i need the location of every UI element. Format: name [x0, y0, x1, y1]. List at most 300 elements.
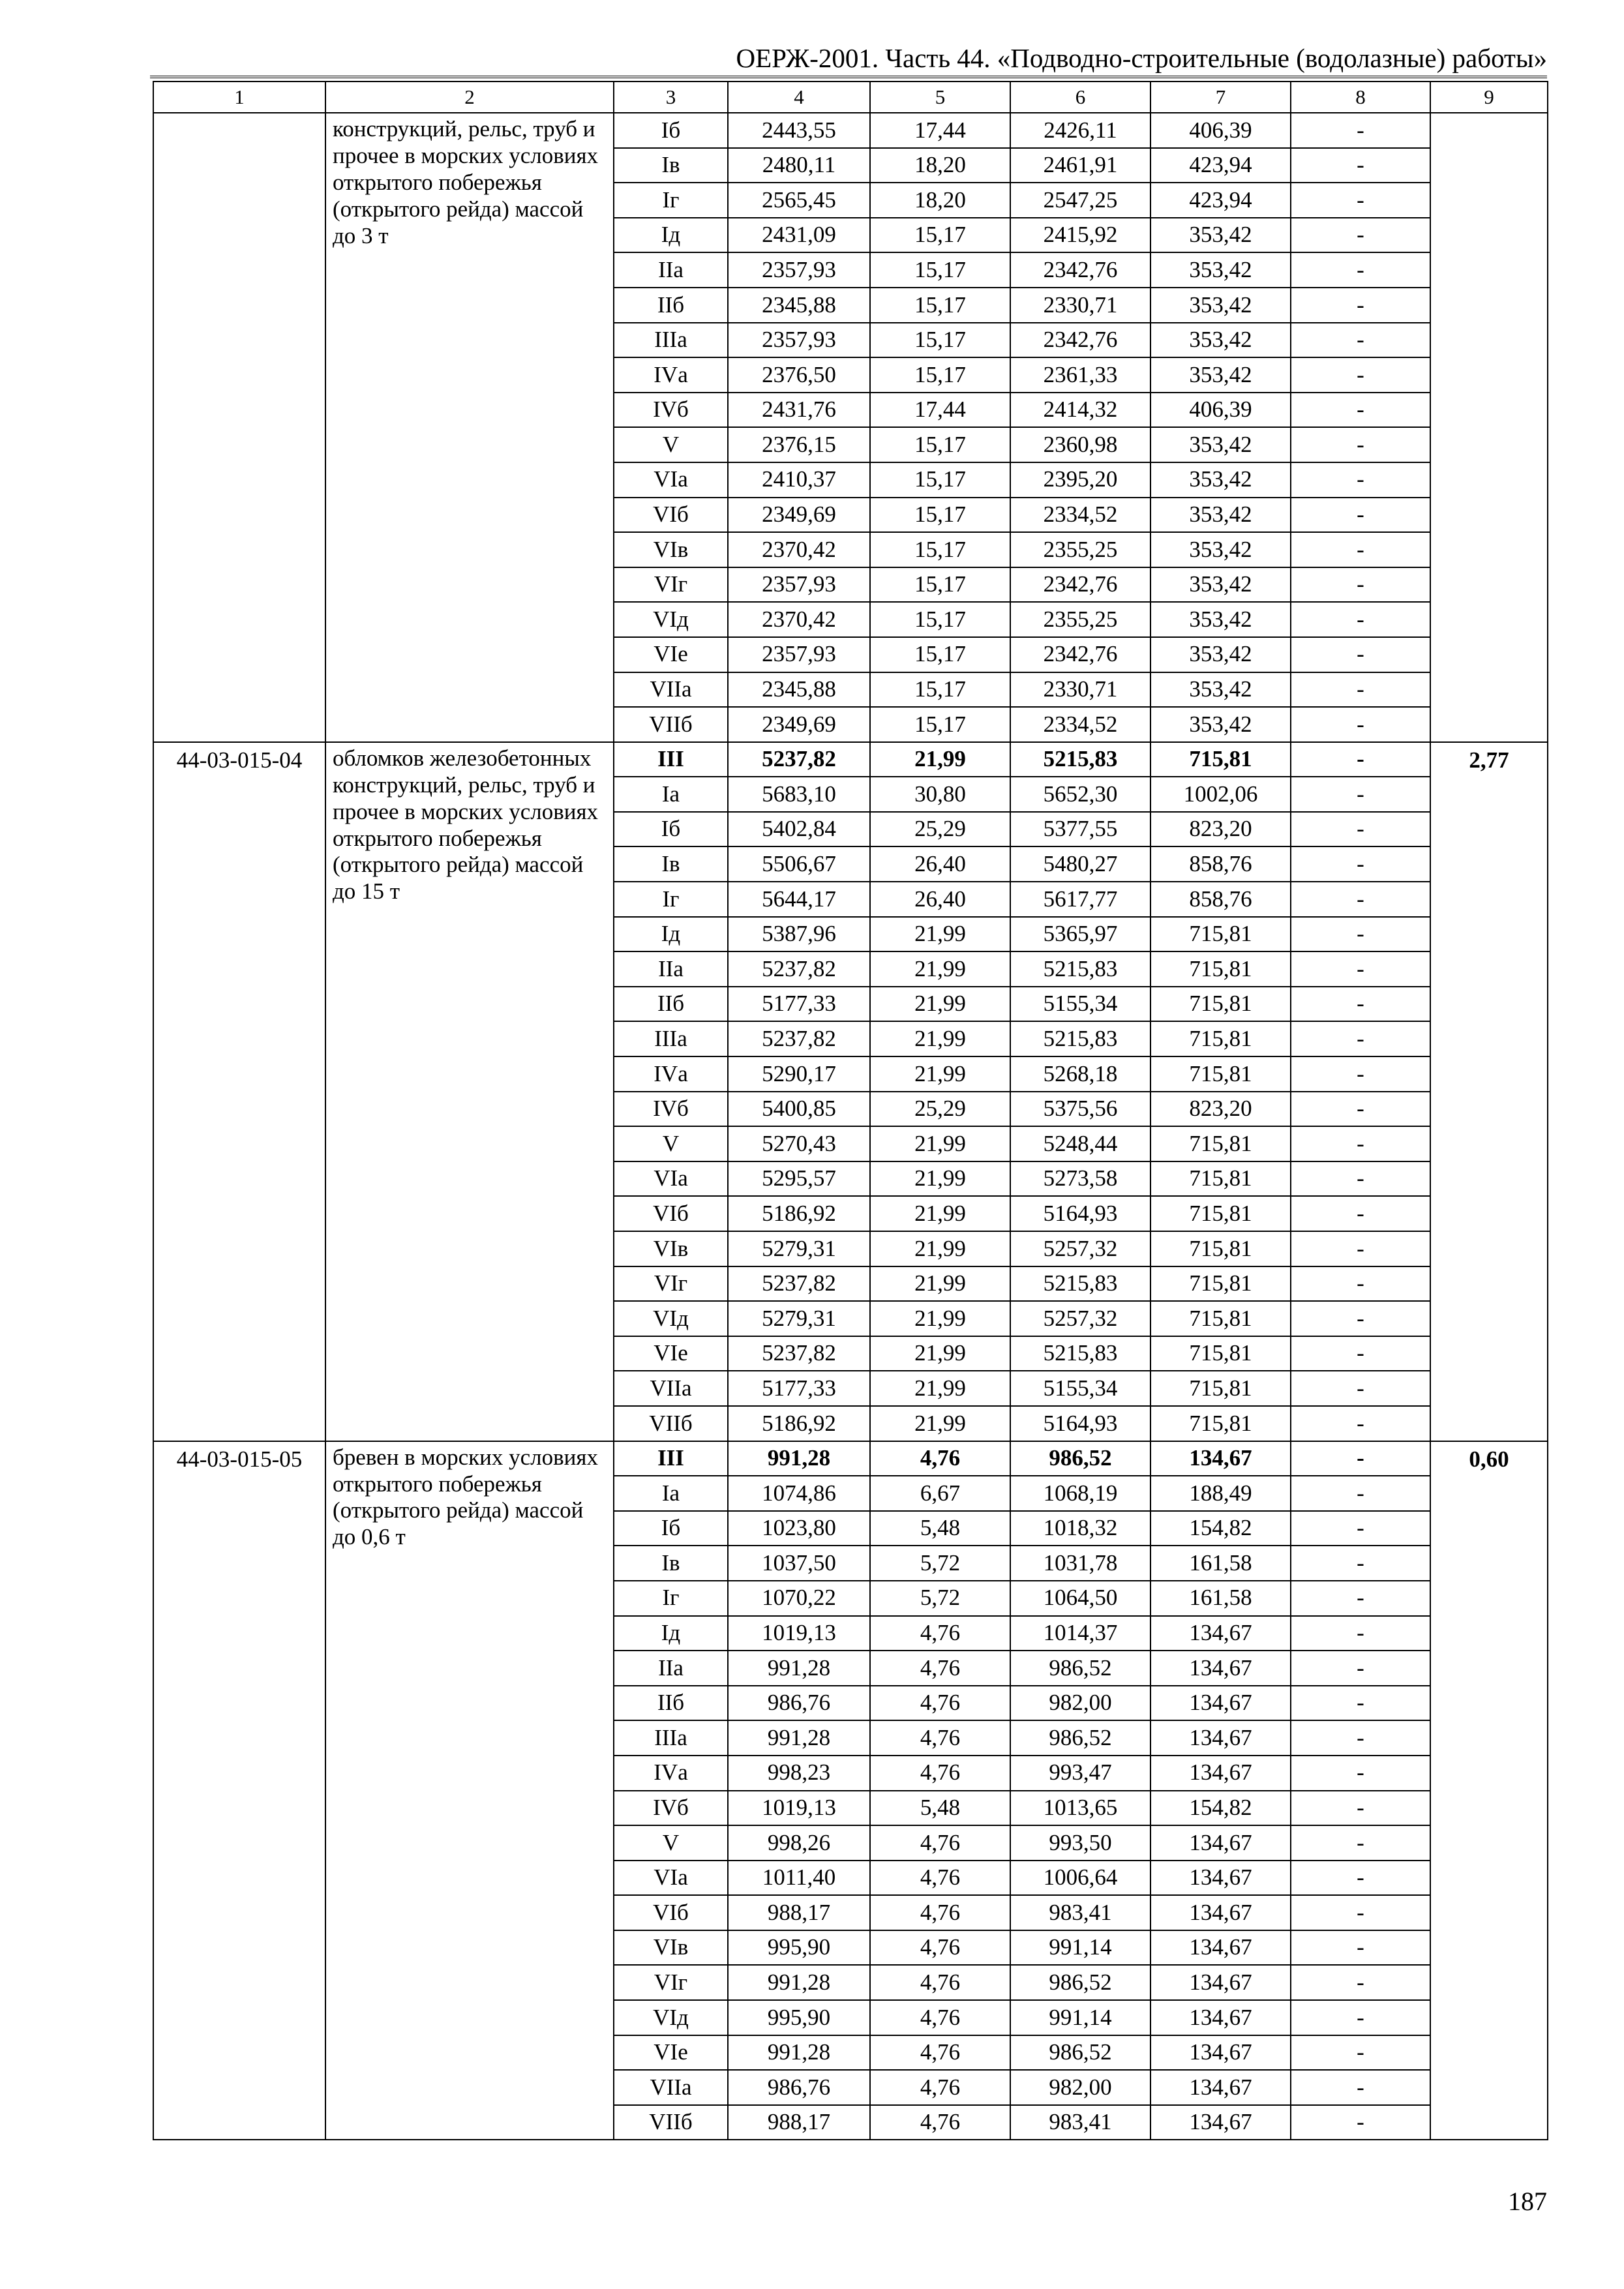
column-number: 9 — [1430, 82, 1548, 113]
value-cell-col8: - — [1291, 1511, 1430, 1546]
work-description-cell: бревен в морских условиях открытого побережья (открытого рейда) массой до 0,6 т — [325, 1441, 614, 2140]
value-cell-col8: - — [1291, 113, 1430, 148]
value-cell-col6: 2547,25 — [1010, 183, 1150, 218]
value-cell-col6: 986,52 — [1010, 1720, 1150, 1756]
value-cell-col7: 134,67 — [1150, 2035, 1291, 2071]
table-body — [153, 82, 1548, 2140]
value-cell-col6: 1031,78 — [1010, 1546, 1150, 1581]
value-cell-col8: - — [1291, 1196, 1430, 1231]
value-cell-col8: - — [1291, 672, 1430, 708]
value-cell-col6: 2360,98 — [1010, 427, 1150, 462]
value-cell-col8: - — [1291, 1930, 1430, 1966]
value-cell-col4: 1070,22 — [728, 1581, 870, 1616]
value-cell-col8: - — [1291, 1686, 1430, 1721]
zone-cell: III — [614, 742, 728, 777]
value-cell-col7: 353,42 — [1150, 672, 1291, 708]
page-header — [150, 38, 1547, 78]
value-cell-col4: 5402,84 — [728, 812, 870, 847]
header-double-rule — [150, 76, 1547, 78]
value-cell-col6: 982,00 — [1010, 2070, 1150, 2105]
zone-cell: Iб — [614, 812, 728, 847]
document-title: ОЕРЖ-2001. Часть 44. «Подводно-строительные (водолазные) работы» — [736, 43, 1547, 73]
value-cell-col7: 353,42 — [1150, 357, 1291, 393]
zone-cell: Iг — [614, 1581, 728, 1616]
zone-cell: IVб — [614, 1092, 728, 1127]
value-cell-col8: - — [1291, 1965, 1430, 2000]
value-cell-col4: 2357,93 — [728, 637, 870, 672]
value-cell-col7: 134,67 — [1150, 1930, 1291, 1966]
value-cell-col7: 715,81 — [1150, 987, 1291, 1022]
zone-cell: Iа — [614, 777, 728, 812]
value-cell-col5: 18,20 — [870, 148, 1010, 183]
value-cell-col4: 1074,86 — [728, 1476, 870, 1511]
value-cell-col6: 991,14 — [1010, 1930, 1150, 1966]
value-cell-col6: 986,52 — [1010, 1651, 1150, 1686]
value-cell-col8: - — [1291, 1266, 1430, 1302]
zone-cell: VIд — [614, 2000, 728, 2035]
value-cell-col5: 21,99 — [870, 987, 1010, 1022]
zone-cell: VIа — [614, 1161, 728, 1197]
zone-cell: VIд — [614, 1301, 728, 1336]
table-row — [153, 113, 1548, 148]
zone-cell: Iд — [614, 218, 728, 253]
value-cell-col7: 353,42 — [1150, 427, 1291, 462]
value-cell-col5: 26,40 — [870, 846, 1010, 882]
value-cell-col4: 2431,09 — [728, 218, 870, 253]
value-cell-col8: - — [1291, 1651, 1430, 1686]
value-cell-col8: - — [1291, 1231, 1430, 1266]
value-cell-col7: 134,67 — [1150, 1686, 1291, 1721]
value-cell-col8: - — [1291, 602, 1430, 637]
value-cell-col7: 353,42 — [1150, 602, 1291, 637]
value-cell-col8: - — [1291, 1895, 1430, 1930]
zone-cell: Iб — [614, 1511, 728, 1546]
value-cell-col4: 5237,82 — [728, 951, 870, 987]
value-cell-col6: 986,52 — [1010, 1441, 1150, 1476]
value-cell-col5: 15,17 — [870, 252, 1010, 288]
value-cell-col8: - — [1291, 1161, 1430, 1197]
zone-cell: VIIа — [614, 2070, 728, 2105]
value-cell-col6: 5617,77 — [1010, 882, 1150, 917]
value-cell-col8: - — [1291, 462, 1430, 498]
labor-cost-cell: 2,77 — [1430, 742, 1548, 1441]
zone-cell: Iв — [614, 846, 728, 882]
value-cell-col8: - — [1291, 987, 1430, 1022]
value-cell-col5: 21,99 — [870, 1126, 1010, 1161]
zone-cell: VIе — [614, 2035, 728, 2071]
value-cell-col4: 5644,17 — [728, 882, 870, 917]
zone-cell: Iг — [614, 183, 728, 218]
value-cell-col5: 21,99 — [870, 1056, 1010, 1092]
value-cell-col6: 1006,64 — [1010, 1861, 1150, 1896]
value-cell-col8: - — [1291, 1092, 1430, 1127]
value-cell-col6: 5215,83 — [1010, 1266, 1150, 1302]
value-cell-col8: - — [1291, 393, 1430, 428]
value-cell-col6: 2342,76 — [1010, 252, 1150, 288]
value-cell-col4: 1019,13 — [728, 1791, 870, 1826]
value-cell-col8: - — [1291, 637, 1430, 672]
value-cell-col6: 5375,56 — [1010, 1092, 1150, 1127]
value-cell-col6: 2330,71 — [1010, 672, 1150, 708]
value-cell-col8: - — [1291, 951, 1430, 987]
value-cell-col4: 2376,15 — [728, 427, 870, 462]
zone-cell: IVа — [614, 357, 728, 393]
zone-cell: VIIа — [614, 1371, 728, 1406]
value-cell-col6: 5155,34 — [1010, 987, 1150, 1022]
value-cell-col7: 134,67 — [1150, 1965, 1291, 2000]
price-table — [153, 81, 1548, 2140]
zone-cell: VIв — [614, 1231, 728, 1266]
zone-cell: IIIа — [614, 1720, 728, 1756]
value-cell-col5: 21,99 — [870, 1336, 1010, 1371]
value-cell-col4: 991,28 — [728, 1441, 870, 1476]
value-cell-col8: - — [1291, 2035, 1430, 2071]
value-cell-col8: - — [1291, 1756, 1430, 1791]
value-cell-col5: 15,17 — [870, 707, 1010, 742]
value-cell-col8: - — [1291, 1861, 1430, 1896]
value-cell-col7: 715,81 — [1150, 742, 1291, 777]
value-cell-col4: 991,28 — [728, 1720, 870, 1756]
value-cell-col6: 1014,37 — [1010, 1616, 1150, 1651]
zone-cell: VIд — [614, 602, 728, 637]
value-cell-col6: 1064,50 — [1010, 1581, 1150, 1616]
value-cell-col6: 5268,18 — [1010, 1056, 1150, 1092]
value-cell-col8: - — [1291, 498, 1430, 533]
value-cell-col6: 5365,97 — [1010, 917, 1150, 952]
value-cell-col4: 2565,45 — [728, 183, 870, 218]
value-cell-col6: 2342,76 — [1010, 637, 1150, 672]
value-cell-col8: - — [1291, 1301, 1430, 1336]
value-cell-col5: 15,17 — [870, 288, 1010, 323]
value-cell-col4: 5270,43 — [728, 1126, 870, 1161]
zone-cell: VIа — [614, 1861, 728, 1896]
rate-code-cell — [153, 113, 325, 742]
value-cell-col4: 5237,82 — [728, 1336, 870, 1371]
value-cell-col7: 715,81 — [1150, 1231, 1291, 1266]
value-cell-col4: 2357,93 — [728, 323, 870, 358]
value-cell-col8: - — [1291, 1720, 1430, 1756]
zone-cell: V — [614, 427, 728, 462]
value-cell-col4: 2357,93 — [728, 567, 870, 603]
zone-cell: VIб — [614, 1895, 728, 1930]
rate-code-cell: 44-03-015-05 — [153, 1441, 325, 2140]
value-cell-col5: 15,17 — [870, 498, 1010, 533]
value-cell-col4: 5387,96 — [728, 917, 870, 952]
value-cell-col7: 134,67 — [1150, 1651, 1291, 1686]
column-number: 5 — [870, 82, 1010, 113]
labor-cost-cell — [1430, 113, 1548, 742]
value-cell-col5: 5,48 — [870, 1791, 1010, 1826]
zone-cell: V — [614, 1825, 728, 1861]
value-cell-col4: 998,23 — [728, 1756, 870, 1791]
value-cell-col7: 154,82 — [1150, 1511, 1291, 1546]
work-description-cell: обломков железобетонных конструкций, рельс, труб и прочее в морских условиях открытого побережья (открытого рейда) массой до 15 т — [325, 742, 614, 1441]
value-cell-col5: 5,72 — [870, 1546, 1010, 1581]
value-cell-col8: - — [1291, 1476, 1430, 1511]
value-cell-col6: 5248,44 — [1010, 1126, 1150, 1161]
value-cell-col6: 2334,52 — [1010, 498, 1150, 533]
value-cell-col4: 5506,67 — [728, 846, 870, 882]
value-cell-col8: - — [1291, 917, 1430, 952]
zone-cell: IIа — [614, 252, 728, 288]
value-cell-col5: 4,76 — [870, 1965, 1010, 2000]
value-cell-col7: 134,67 — [1150, 2070, 1291, 2105]
zone-cell: IVб — [614, 1791, 728, 1826]
value-cell-col7: 715,81 — [1150, 917, 1291, 952]
value-cell-col5: 5,72 — [870, 1581, 1010, 1616]
zone-cell: VIб — [614, 498, 728, 533]
value-cell-col7: 353,42 — [1150, 218, 1291, 253]
value-cell-col8: - — [1291, 218, 1430, 253]
value-cell-col6: 2461,91 — [1010, 148, 1150, 183]
value-cell-col4: 986,76 — [728, 1686, 870, 1721]
value-cell-col5: 4,76 — [870, 2070, 1010, 2105]
value-cell-col7: 406,39 — [1150, 393, 1291, 428]
value-cell-col5: 21,99 — [870, 1231, 1010, 1266]
value-cell-col6: 1013,65 — [1010, 1791, 1150, 1826]
value-cell-col5: 4,76 — [870, 1825, 1010, 1861]
value-cell-col7: 353,42 — [1150, 323, 1291, 358]
zone-cell: VIIб — [614, 1406, 728, 1441]
value-cell-col7: 134,67 — [1150, 2105, 1291, 2140]
value-cell-col5: 21,99 — [870, 1021, 1010, 1056]
value-cell-col7: 715,81 — [1150, 1336, 1291, 1371]
value-cell-col7: 423,94 — [1150, 148, 1291, 183]
value-cell-col5: 4,76 — [870, 1930, 1010, 1966]
value-cell-col4: 5290,17 — [728, 1056, 870, 1092]
value-cell-col7: 715,81 — [1150, 1196, 1291, 1231]
value-cell-col8: - — [1291, 846, 1430, 882]
value-cell-col7: 134,67 — [1150, 2000, 1291, 2035]
zone-cell: VIе — [614, 637, 728, 672]
zone-cell: IIIа — [614, 323, 728, 358]
value-cell-col5: 25,29 — [870, 812, 1010, 847]
value-cell-col7: 154,82 — [1150, 1791, 1291, 1826]
value-cell-col7: 423,94 — [1150, 183, 1291, 218]
value-cell-col4: 5279,31 — [728, 1301, 870, 1336]
zone-cell: IIб — [614, 288, 728, 323]
value-cell-col7: 858,76 — [1150, 846, 1291, 882]
value-cell-col6: 5652,30 — [1010, 777, 1150, 812]
value-cell-col5: 21,99 — [870, 1266, 1010, 1302]
value-cell-col6: 991,14 — [1010, 2000, 1150, 2035]
value-cell-col5: 17,44 — [870, 393, 1010, 428]
value-cell-col7: 715,81 — [1150, 1371, 1291, 1406]
zone-cell: IIа — [614, 1651, 728, 1686]
value-cell-col6: 2361,33 — [1010, 357, 1150, 393]
value-cell-col5: 21,99 — [870, 742, 1010, 777]
value-cell-col7: 134,67 — [1150, 1825, 1291, 1861]
value-cell-col4: 1023,80 — [728, 1511, 870, 1546]
value-cell-col4: 1011,40 — [728, 1861, 870, 1896]
zone-cell: VIв — [614, 1930, 728, 1966]
zone-cell: III — [614, 1441, 728, 1476]
column-number: 7 — [1150, 82, 1291, 113]
value-cell-col6: 5164,93 — [1010, 1406, 1150, 1441]
value-cell-col6: 982,00 — [1010, 1686, 1150, 1721]
value-cell-col4: 988,17 — [728, 1895, 870, 1930]
value-cell-col4: 2410,37 — [728, 462, 870, 498]
value-cell-col8: - — [1291, 777, 1430, 812]
value-cell-col8: - — [1291, 2070, 1430, 2105]
zone-cell: Iв — [614, 148, 728, 183]
value-cell-col7: 353,42 — [1150, 288, 1291, 323]
value-cell-col4: 5186,92 — [728, 1196, 870, 1231]
zone-cell: Iг — [614, 882, 728, 917]
column-number: 6 — [1010, 82, 1150, 113]
zone-cell: VIб — [614, 1196, 728, 1231]
value-cell-col7: 715,81 — [1150, 951, 1291, 987]
value-cell-col6: 986,52 — [1010, 1965, 1150, 2000]
value-cell-col6: 2426,11 — [1010, 113, 1150, 148]
value-cell-col6: 5257,32 — [1010, 1301, 1150, 1336]
zone-cell: VIIб — [614, 2105, 728, 2140]
value-cell-col5: 4,76 — [870, 1861, 1010, 1896]
value-cell-col4: 2480,11 — [728, 148, 870, 183]
value-cell-col4: 991,28 — [728, 2035, 870, 2071]
value-cell-col4: 5279,31 — [728, 1231, 870, 1266]
zone-cell: V — [614, 1126, 728, 1161]
value-cell-col8: - — [1291, 1791, 1430, 1826]
value-cell-col7: 134,67 — [1150, 1861, 1291, 1896]
value-cell-col5: 15,17 — [870, 323, 1010, 358]
zone-cell: IVа — [614, 1756, 728, 1791]
value-cell-col5: 15,17 — [870, 462, 1010, 498]
value-cell-col5: 4,76 — [870, 1441, 1010, 1476]
labor-cost-cell: 0,60 — [1430, 1441, 1548, 2140]
value-cell-col7: 406,39 — [1150, 113, 1291, 148]
value-cell-col4: 2376,50 — [728, 357, 870, 393]
value-cell-col5: 4,76 — [870, 1720, 1010, 1756]
value-cell-col5: 4,76 — [870, 2105, 1010, 2140]
value-cell-col5: 4,76 — [870, 1651, 1010, 1686]
value-cell-col6: 5377,55 — [1010, 812, 1150, 847]
column-number: 8 — [1291, 82, 1430, 113]
value-cell-col5: 4,76 — [870, 2035, 1010, 2071]
value-cell-col8: - — [1291, 882, 1430, 917]
value-cell-col6: 5215,83 — [1010, 1336, 1150, 1371]
rate-code-cell: 44-03-015-04 — [153, 742, 325, 1441]
value-cell-col6: 2414,32 — [1010, 393, 1150, 428]
value-cell-col4: 2349,69 — [728, 498, 870, 533]
value-cell-col8: - — [1291, 567, 1430, 603]
value-cell-col8: - — [1291, 1616, 1430, 1651]
value-cell-col5: 21,99 — [870, 1196, 1010, 1231]
zone-cell: Iд — [614, 1616, 728, 1651]
value-cell-col4: 5186,92 — [728, 1406, 870, 1441]
value-cell-col7: 161,58 — [1150, 1546, 1291, 1581]
value-cell-col6: 5164,93 — [1010, 1196, 1150, 1231]
value-cell-col4: 991,28 — [728, 1651, 870, 1686]
value-cell-col6: 983,41 — [1010, 2105, 1150, 2140]
value-cell-col6: 2355,25 — [1010, 532, 1150, 567]
value-cell-col8: - — [1291, 707, 1430, 742]
value-cell-col4: 2443,55 — [728, 113, 870, 148]
value-cell-col8: - — [1291, 427, 1430, 462]
value-cell-col7: 134,67 — [1150, 1756, 1291, 1791]
zone-cell: IVб — [614, 393, 728, 428]
table-row — [153, 1441, 1548, 1476]
value-cell-col6: 2334,52 — [1010, 707, 1150, 742]
zone-cell: VIг — [614, 1965, 728, 2000]
value-cell-col4: 998,26 — [728, 1825, 870, 1861]
value-cell-col4: 5177,33 — [728, 1371, 870, 1406]
value-cell-col8: - — [1291, 357, 1430, 393]
value-cell-col6: 1068,19 — [1010, 1476, 1150, 1511]
value-cell-col5: 21,99 — [870, 1371, 1010, 1406]
value-cell-col6: 5215,83 — [1010, 951, 1150, 987]
value-cell-col5: 15,17 — [870, 532, 1010, 567]
zone-cell: IIIа — [614, 1021, 728, 1056]
value-cell-col5: 4,76 — [870, 1686, 1010, 1721]
value-cell-col7: 353,42 — [1150, 637, 1291, 672]
value-cell-col8: - — [1291, 1406, 1430, 1441]
value-cell-col6: 1018,32 — [1010, 1511, 1150, 1546]
value-cell-col8: - — [1291, 252, 1430, 288]
value-cell-col8: - — [1291, 323, 1430, 358]
value-cell-col5: 26,40 — [870, 882, 1010, 917]
value-cell-col4: 2349,69 — [728, 707, 870, 742]
value-cell-col7: 134,67 — [1150, 1616, 1291, 1651]
zone-cell: IIб — [614, 1686, 728, 1721]
value-cell-col4: 986,76 — [728, 2070, 870, 2105]
value-cell-col7: 161,58 — [1150, 1581, 1291, 1616]
value-cell-col6: 2395,20 — [1010, 462, 1150, 498]
value-cell-col6: 5155,34 — [1010, 1371, 1150, 1406]
value-cell-col5: 21,99 — [870, 951, 1010, 987]
value-cell-col4: 2431,76 — [728, 393, 870, 428]
value-cell-col6: 2415,92 — [1010, 218, 1150, 253]
value-cell-col8: - — [1291, 2000, 1430, 2035]
zone-cell: Iв — [614, 1546, 728, 1581]
value-cell-col7: 134,67 — [1150, 1720, 1291, 1756]
value-cell-col7: 715,81 — [1150, 1161, 1291, 1197]
value-cell-col4: 5237,82 — [728, 1021, 870, 1056]
value-cell-col5: 30,80 — [870, 777, 1010, 812]
value-cell-col4: 2370,42 — [728, 532, 870, 567]
value-cell-col7: 858,76 — [1150, 882, 1291, 917]
zone-cell: Iб — [614, 113, 728, 148]
value-cell-col7: 715,81 — [1150, 1056, 1291, 1092]
value-cell-col7: 715,81 — [1150, 1021, 1291, 1056]
value-cell-col6: 5480,27 — [1010, 846, 1150, 882]
value-cell-col8: - — [1291, 2105, 1430, 2140]
zone-cell: Iа — [614, 1476, 728, 1511]
value-cell-col4: 995,90 — [728, 2000, 870, 2035]
value-cell-col4: 5177,33 — [728, 987, 870, 1022]
value-cell-col4: 2357,93 — [728, 252, 870, 288]
value-cell-col7: 188,49 — [1150, 1476, 1291, 1511]
value-cell-col5: 15,17 — [870, 218, 1010, 253]
value-cell-col6: 2342,76 — [1010, 323, 1150, 358]
zone-cell: Iд — [614, 917, 728, 952]
zone-cell: IIа — [614, 951, 728, 987]
column-number: 3 — [614, 82, 728, 113]
value-cell-col5: 4,76 — [870, 1756, 1010, 1791]
value-cell-col4: 2370,42 — [728, 602, 870, 637]
value-cell-col7: 353,42 — [1150, 532, 1291, 567]
value-cell-col8: - — [1291, 812, 1430, 847]
value-cell-col5: 15,17 — [870, 672, 1010, 708]
zone-cell: VIе — [614, 1336, 728, 1371]
value-cell-col6: 2355,25 — [1010, 602, 1150, 637]
value-cell-col5: 15,17 — [870, 567, 1010, 603]
value-cell-col5: 4,76 — [870, 2000, 1010, 2035]
value-cell-col5: 21,99 — [870, 1161, 1010, 1197]
value-cell-col5: 21,99 — [870, 917, 1010, 952]
value-cell-col8: - — [1291, 148, 1430, 183]
value-cell-col5: 4,76 — [870, 1616, 1010, 1651]
